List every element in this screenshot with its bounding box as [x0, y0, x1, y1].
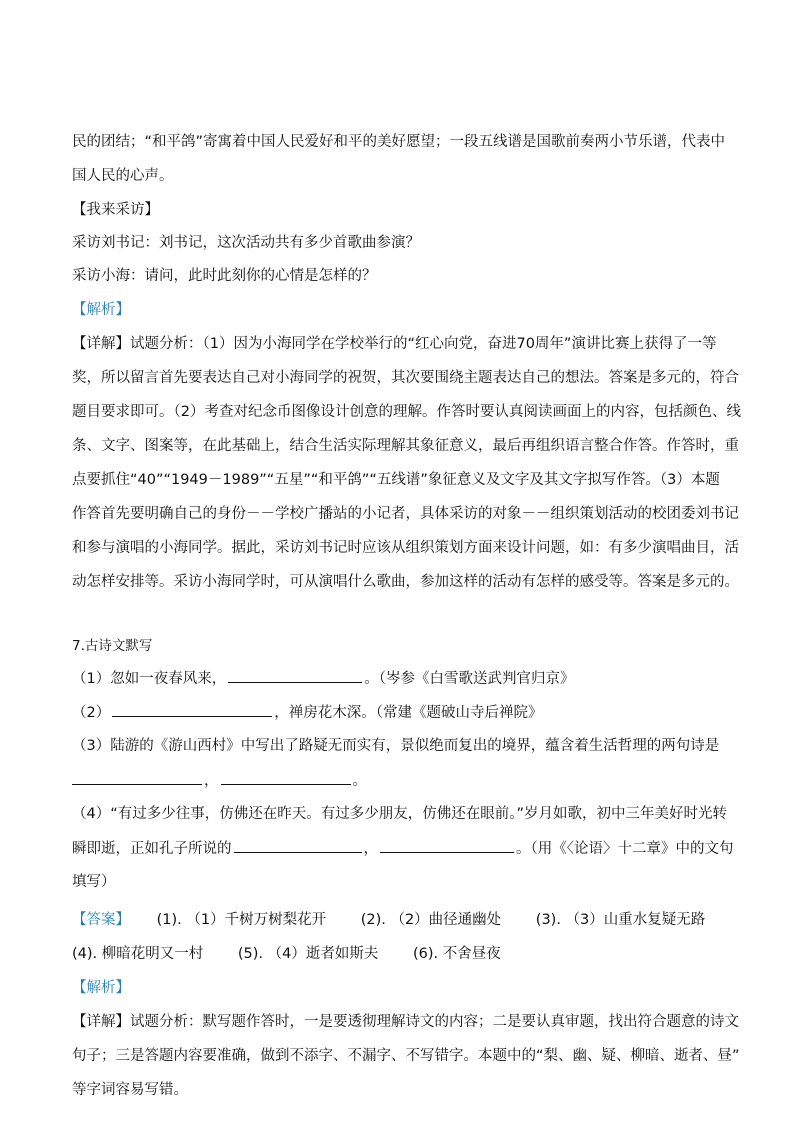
item-2-prefix: （2）: [72, 705, 111, 721]
fill-blank: [380, 838, 514, 853]
item-2-suffix: ，禅房花木深。（常建《题破山寺后禅院》: [274, 705, 543, 721]
answer-6: (6). 不舍昼夜: [412, 946, 501, 962]
item-4-suffix: 。（用《〈论语〉十二章》中的文句: [516, 841, 734, 857]
item-1-suffix: 。（岑参《白雪歌送武判官归京》: [364, 671, 575, 687]
analysis-2-line: 句子；三是答题内容要准确，做到不添字、不漏字、不写错字。本题中的“梨、幽、疑、柳暗、逝者、昼”: [72, 1048, 740, 1064]
question-7-item-3: （3）陆游的《游山西村》中写出了路疑无而实有，景似绝而复出的境界，蕴含着生活哲理的两句诗是: [72, 738, 720, 754]
question-7-item-4: （4）“有过多少往事，仿佛还在昨天。有过多少朋友，仿佛还在眼前。”岁月如歌，初中三年美好时光转: [72, 806, 727, 822]
question-7-item-2: [72, 702, 732, 723]
question-7-item-4-end: 填写）: [72, 874, 116, 890]
question-7-item-3-blanks: [72, 770, 732, 791]
fill-blank: [234, 838, 362, 853]
analysis-tag-2: 【解析】: [72, 980, 130, 996]
fill-blank: [228, 668, 362, 683]
analysis-line: 题目要求即可。（2）考查对纪念币图像设计创意的理解。作答时要认真阅读画面上的内容，包括颜色、线: [72, 404, 741, 420]
answer-5: (5). （4）逝者如斯夫: [237, 946, 379, 962]
analysis-line: 【详解】试题分析：（1）因为小海同学在学校举行的“红心向党，奋进70周年”演讲比赛上获得了一等: [72, 336, 717, 352]
analysis-tag: 【解析】: [72, 302, 130, 318]
answer-4: (4). 柳暗花明又一村: [72, 946, 204, 962]
answer-row-2: [72, 944, 732, 964]
interview-heading: 【我来采访】: [72, 202, 159, 218]
interview-question-1: 采访刘书记：刘书记，这次活动共有多少首歌曲参演？: [72, 235, 420, 251]
analysis-2-line: 【详解】试题分析：默写题作答时，一是要透彻理解诗文的内容；二是要认真审题，找出符合题意的诗文: [72, 1014, 739, 1030]
question-7-item-1: [72, 668, 732, 689]
item-1-prefix: （1）忽如一夜春风来，: [72, 671, 227, 687]
answer-2: (2). （2）曲径通幽处: [360, 912, 502, 928]
item-3-end: 。: [352, 773, 367, 789]
question-7-item-4-blanks: [72, 838, 732, 859]
fill-blank: [72, 770, 202, 785]
analysis-line: 和参与演唱的小海同学。据此，采访刘书记时应该从组织策划方面来设计问题，如：有多少演唱曲目，活: [72, 540, 739, 556]
analysis-line: 点要抓住“40”“1949－1989”“五星”“和平鸽”“五线谱”象征意义及文字及其文字拟写作答。（3）本题: [72, 472, 720, 488]
interview-question-2: 采访小海：请问，此时此刻你的心情是怎样的？: [72, 268, 377, 284]
item-3-separator: ，: [204, 773, 219, 789]
item-4-separator: ，: [363, 841, 378, 857]
question-7-title: 7.古诗文默写: [72, 638, 153, 654]
analysis-line: 条、文字、图案等，在此基础上，结合生活实际理解其象征意义，最后再组织语言整合作答。作答时，重: [72, 438, 739, 454]
answer-tag: 【答案】: [72, 912, 130, 928]
intro-line-2: 国人民的心声。: [72, 168, 174, 184]
analysis-line: 奖，所以留言首先要表达自己对小海同学的祝贺，其次要围绕主题表达自己的想法。答案是多元的，符合: [72, 370, 739, 386]
analysis-line: 动怎样安排等。采访小海同学时，可从演唱什么歌曲，参加这样的活动有怎样的感受等。答案是多元的。: [72, 574, 739, 590]
fill-blank: [221, 770, 351, 785]
analysis-line: 作答首先要明确自己的身份－－学校广播站的小记者，具体采访的对象－－组织策划活动的校团委刘书记: [72, 506, 739, 522]
answer-row-1: [72, 910, 732, 930]
analysis-2-line: 等字词容易写错。: [72, 1082, 188, 1098]
answer-3: (3). （3）山重水复疑无路: [535, 912, 706, 928]
answer-1: (1). （1）千树万树梨花开: [156, 912, 327, 928]
intro-line-1: 民的团结；“和平鸽”寄寓着中国人民爱好和平的美好愿望；一段五线谱是国歌前奏两小节乐谱，代表中: [72, 134, 726, 150]
fill-blank: [112, 702, 272, 717]
item-4-prefix: 瞬即逝，正如孔子所说的: [72, 841, 232, 857]
